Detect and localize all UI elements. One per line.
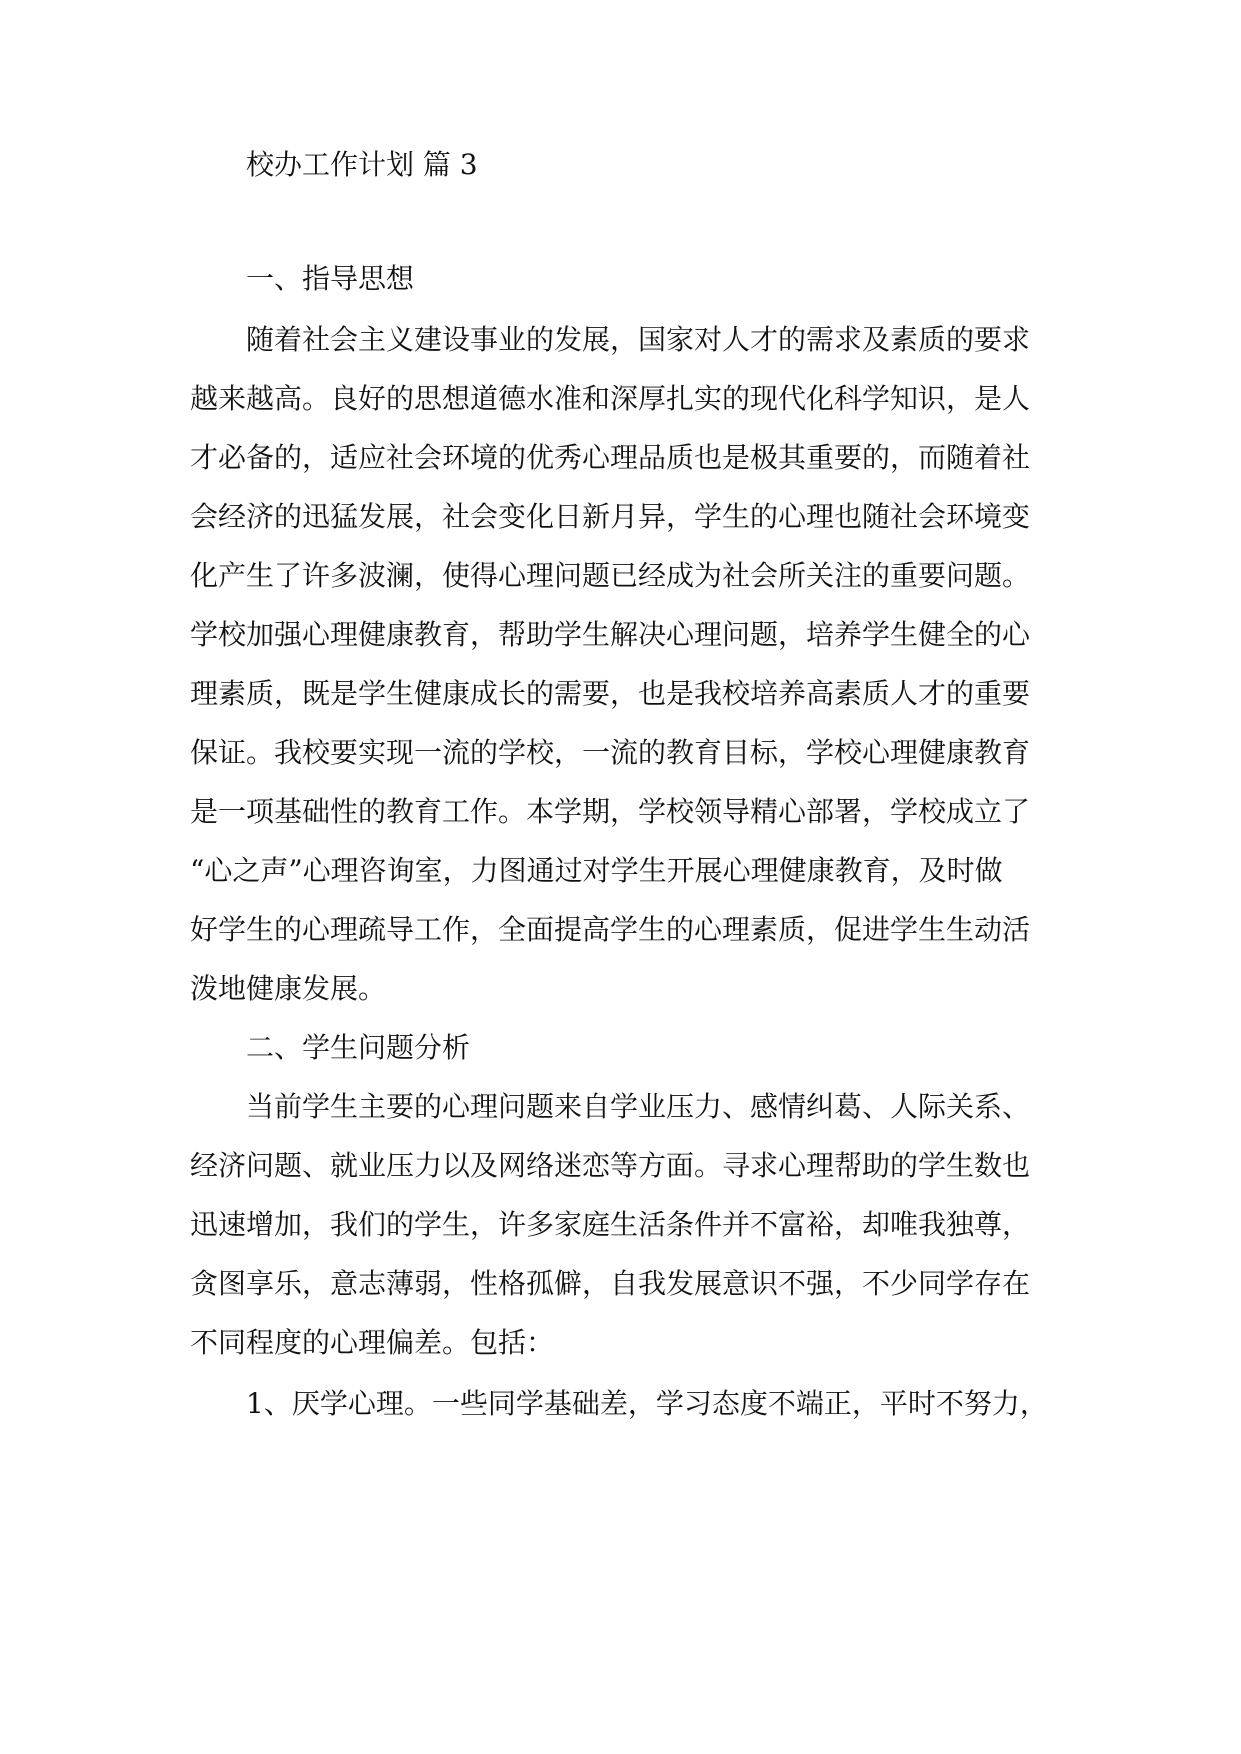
list-item-1: 1、厌学心理。一些同学基础差，学习态度不端正，平时不努力， bbox=[246, 1387, 1048, 1420]
paragraph-line: 学校加强心理健康教育，帮助学生解决心理问题，培养学生健全的心 bbox=[190, 618, 1031, 651]
section-heading-student-problem-analysis: 二、学生问题分析 bbox=[246, 1031, 471, 1064]
paragraph-line: 越来越高。良好的思想道德水准和深厚扎实的现代化科学知识，是人 bbox=[190, 382, 1031, 415]
paragraph-line: 保证。我校要实现一流的学校，一流的教育目标，学校心理健康教育 bbox=[190, 736, 1031, 769]
paragraph-line: 是一项基础性的教育工作。本学期，学校领导精心部署，学校成立了 bbox=[190, 795, 1031, 828]
section-heading-guiding-ideology: 一、指导思想 bbox=[246, 262, 415, 295]
document-title: 校办工作计划 篇 3 bbox=[246, 148, 478, 181]
paragraph-line: 化产生了许多波澜，使得心理问题已经成为社会所关注的重要问题。 bbox=[190, 559, 1031, 592]
paragraph-line: 会经济的迅猛发展，社会变化日新月异，学生的心理也随社会环境变 bbox=[190, 500, 1031, 533]
paragraph-line: “心之声”心理咨询室，力图通过对学生开展心理健康教育，及时做 bbox=[190, 854, 1003, 887]
paragraph-line: 好学生的心理疏导工作，全面提高学生的心理素质，促进学生生动活 bbox=[190, 913, 1031, 946]
paragraph-line: 经济问题、就业压力以及网络迷恋等方面。寻求心理帮助的学生数也 bbox=[190, 1149, 1031, 1182]
paragraph-line: 才必备的，适应社会环境的优秀心理品质也是极其重要的，而随着社 bbox=[190, 441, 1031, 474]
paragraph-line: 理素质，既是学生健康成长的需要，也是我校培养高素质人才的重要 bbox=[190, 677, 1031, 710]
paragraph-line: 随着社会主义建设事业的发展，国家对人才的需求及素质的要求 bbox=[246, 323, 1031, 356]
paragraph-line: 贪图享乐，意志薄弱，性格孤僻，自我发展意识不强，不少同学存在 bbox=[190, 1267, 1031, 1300]
paragraph-line: 迅速增加，我们的学生，许多家庭生活条件并不富裕，却唯我独尊， bbox=[190, 1208, 1031, 1241]
paragraph-line: 不同程度的心理偏差。包括： bbox=[190, 1326, 555, 1359]
paragraph-line: 当前学生主要的心理问题来自学业压力、感情纠葛、人际关系、 bbox=[246, 1090, 1031, 1123]
paragraph-line: 泼地健康发展。 bbox=[190, 972, 387, 1005]
